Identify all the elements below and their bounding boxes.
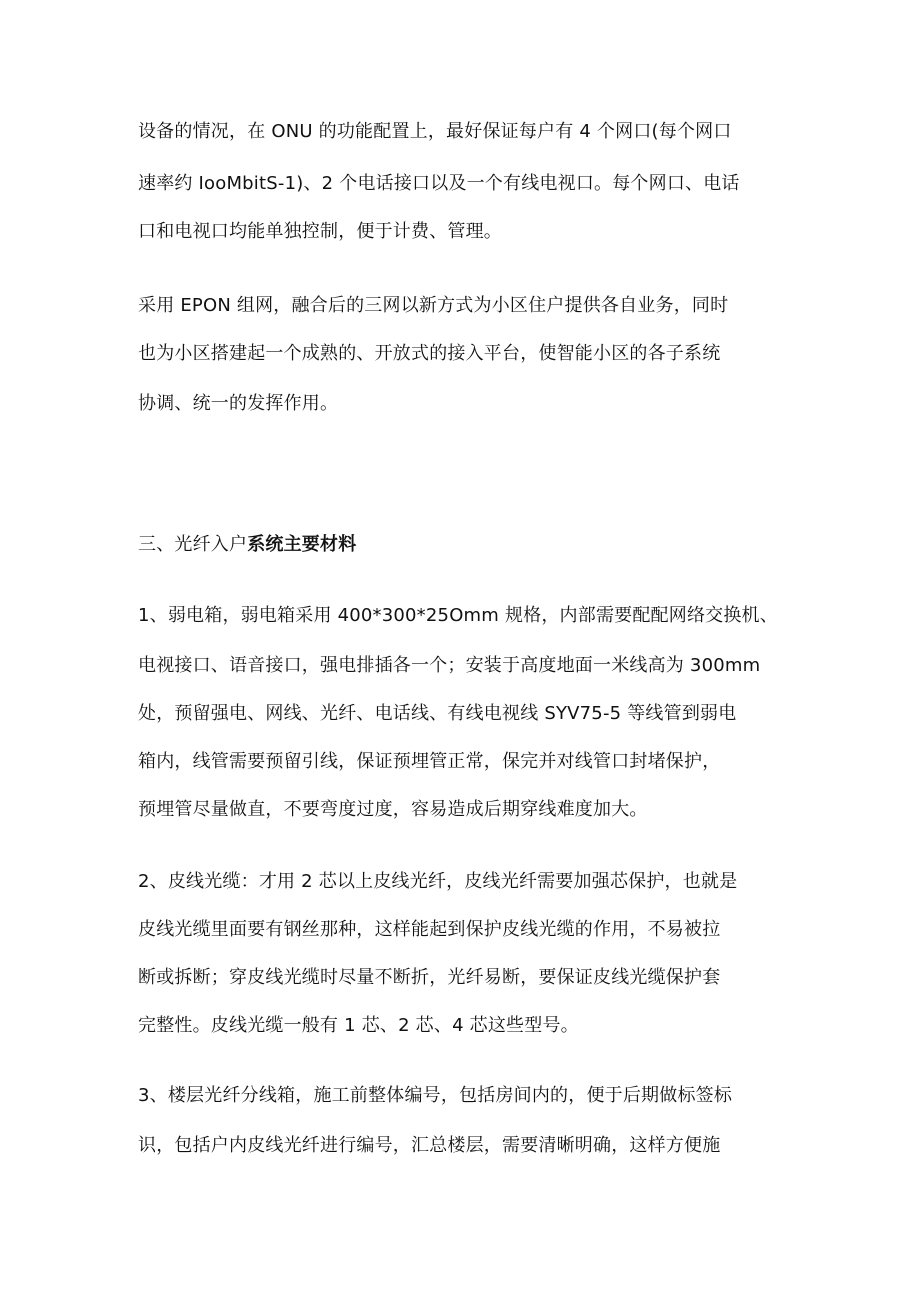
text-line: 协调、统一的发挥作用。 [138, 393, 339, 414]
text-line: 2、皮线光缆：才用 2 芯以上皮线光纤，皮线光纤需要加强芯保护，也就是 [138, 871, 738, 892]
text-line: 识，包括户内皮线光纤进行编号，汇总楼层，需要清晰明确，这样方便施 [138, 1135, 721, 1156]
text-line: 1、弱电箱，弱电箱采用 400*300*25Omm 规格，内部需要配配网络交换机、 [138, 605, 778, 626]
text-line: 3、楼层光纤分线箱，施工前整体编号，包括房间内的，便于后期做标签标 [138, 1085, 733, 1106]
text-line: 电视接口、语音接口，强电排插各一个；安装于高度地面一米线高为 300mm [138, 655, 761, 676]
text-line: 设备的情况，在 ONU 的功能配置上，最好保证每户有 4 个网口(每个网口 [138, 121, 732, 142]
text-line: 皮线光缆里面要有钢丝那种，这样能起到保护皮线光缆的作用，不易被拉 [138, 919, 721, 940]
text-line: 完整性。皮线光缆一般有 1 芯、2 芯、4 芯这些型号。 [138, 1015, 579, 1036]
section-heading [138, 533, 356, 557]
text-line: 预埋管尽量做直，不要弯度过度，容易造成后期穿线难度加大。 [138, 799, 648, 820]
text-line: 箱内，线管需要预留引线，保证预埋管正常，保完并对线管口封堵保护， [138, 751, 721, 772]
text-line: 速率约 IooMbitS-1)、2 个电话接口以及一个有线电视口。每个网口、电话 [138, 173, 740, 194]
heading-bold-text: 系统主要材料 [247, 534, 357, 555]
text-line: 也为小区搭建起一个成熟的、开放式的接入平台，使智能小区的各子系统 [138, 343, 721, 364]
heading-prefix: 三、光纤入户 [138, 534, 248, 555]
text-line: 断或拆断；穿皮线光缆时尽量不断折，光纤易断，要保证皮线光缆保护套 [138, 967, 721, 988]
text-line: 口和电视口均能单独控制，便于计费、管理。 [138, 221, 502, 242]
text-line: 处，预留强电、网线、光纤、电话线、有线电视线 SYV75-5 等线管到弱电 [138, 703, 737, 724]
text-line: 采用 EPON 组网，融合后的三网以新方式为小区住户提供各自业务，同时 [138, 295, 729, 316]
